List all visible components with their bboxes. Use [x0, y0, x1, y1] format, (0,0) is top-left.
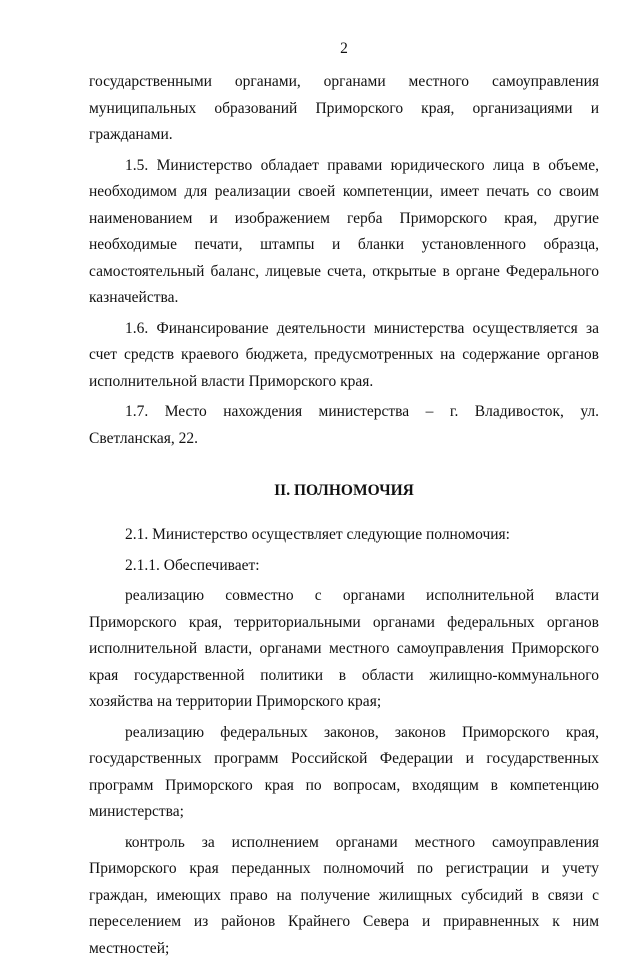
paragraph-2-1-1: 2.1.1. Обеспечивает: — [89, 553, 599, 580]
section-heading: II. ПОЛНОМОЧИЯ — [89, 478, 599, 504]
paragraph-implementation-laws: реализацию федеральных законов, законов Приморского края, государственных программ Российской Федерации и государственных программ Приморского края по вопросам, входящим в компетенцию министерства; — [89, 720, 599, 826]
paragraph-implementation-joint: реализацию совместно с органами исполнительной власти Приморского края, территориальными органами федеральных органов исполнительной власти, органами местного самоуправления Приморского края государственной политики в области жилищно-коммунального хозяйства на территории Приморского края; — [89, 583, 599, 716]
paragraph-continuation: государственными органами, органами местного самоуправления муниципальных образований Приморского края, организациями и гражданами. — [89, 69, 599, 149]
document-page — [89, 38, 599, 962]
paragraph-1-7: 1.7. Место нахождения министерства – г. Владивосток, ул. Светланская, 22. — [89, 399, 599, 452]
paragraph-1-6: 1.6. Финансирование деятельности министерства осуществляется за счет средств краевого бюджета, предусмотренных на содержание органов исполнительной власти Приморского края. — [89, 316, 599, 396]
page-number: 2 — [89, 38, 599, 60]
paragraph-1-5: 1.5. Министерство обладает правами юридического лица в объеме, необходимом для реализации своей компетенции, имеет печать со своим наименованием и изображением герба Приморского края, другие необходимые печати, штампы и бланки установленного образца, самостоятельный баланс, лицевые счета, открытые в органе Федерального казначейства. — [89, 153, 599, 312]
paragraph-2-1: 2.1. Министерство осуществляет следующие полномочия: — [89, 522, 599, 549]
paragraph-control: контроль за исполнением органами местного самоуправления Приморского края переданных полномочий по регистрации и учету граждан, имеющих право на получение жилищных субсидий в связи с переселением из районов Крайнего Севера и приравненных к ним местностей; — [89, 830, 599, 962]
